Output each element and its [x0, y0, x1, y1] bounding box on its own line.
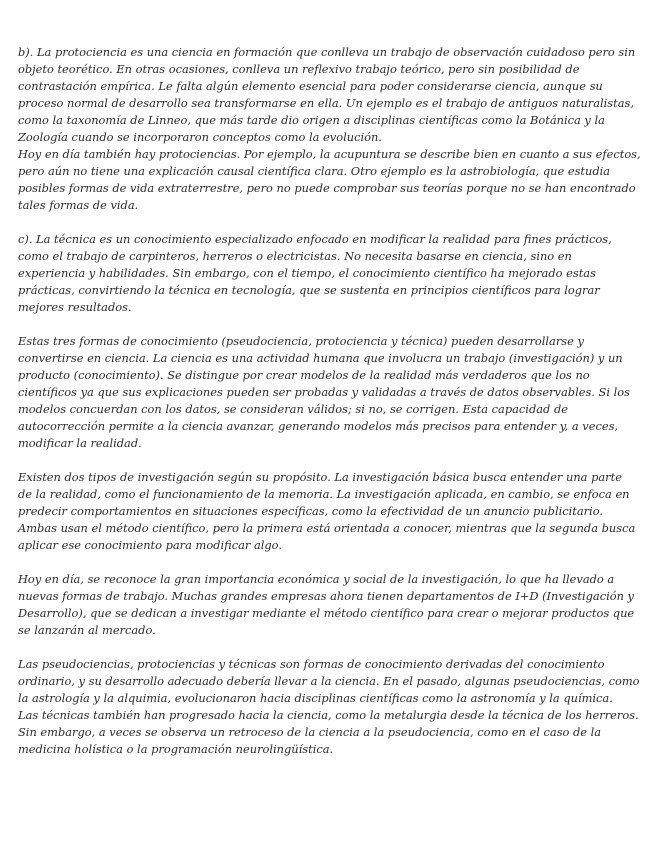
- paragraph-importancia: [18, 571, 635, 639]
- text-line: ordinario, y su desarrollo adecuado debería llevar a la ciencia. En el pasado, algunas pseudociencias, como: [18, 674, 640, 688]
- paragraph-tres-formas: [18, 333, 630, 452]
- text-line: autocorrección permite a la ciencia avanzar, generando modelos más precisos para entender y, a veces,: [18, 419, 619, 433]
- text-line: Hoy en día también hay protociencias. Por ejemplo, la acupuntura se describe bien en cuanto a sus efectos,: [18, 147, 641, 161]
- text-line: como el trabajo de carpinteros, herreros o electricistas. No necesita basarse en ciencia, sino en: [18, 249, 572, 263]
- text-line: experiencia y habilidades. Sin embargo, con el tiempo, el conocimiento científico ha mejorado estas: [18, 266, 596, 280]
- text-line: objeto teorético. En otras ocasiones, conlleva un reflexivo trabajo teórico, pero sin posibilidad de: [18, 62, 580, 76]
- paragraph-tecnica: [18, 231, 618, 316]
- text-line: prácticas, convirtiendo la técnica en tecnología, que se sustenta en principios científicos para lograr: [18, 283, 600, 297]
- text-line: Sin embargo, a veces se observa un retroceso de la ciencia a la pseudociencia, como en el caso de la: [18, 725, 602, 739]
- paragraph-tipos-investigacion: [18, 469, 636, 554]
- text-line: de la realidad, como el funcionamiento de la memoria. La investigación aplicada, en cambio, se enfoca en: [18, 487, 630, 501]
- paragraph-conclusion: [18, 656, 640, 758]
- text-line: proceso normal de desarrollo sea transformarse en ella. Un ejemplo es el trabajo de antiguos naturalistas,: [18, 96, 634, 110]
- text-line: nuevas formas de trabajo. Muchas grandes empresas ahora tienen departamentos de I+D (Investigación y: [18, 589, 634, 603]
- text-line: c). La técnica es un conocimiento especializado enfocado en modificar la realidad para fines prácticos,: [18, 232, 612, 246]
- text-line: la astrología y la alquimia, evolucionaron hacia disciplinas científicas como la astronomía y la química.: [18, 691, 613, 705]
- text-line: Estas tres formas de conocimiento (pseudociencia, protociencia y técnica) pueden desarrollarse y: [18, 334, 584, 348]
- text-line: Ambas usan el método científico, pero la primera está orientada a conocer, mientras que la segunda busca: [18, 521, 636, 535]
- text-line: Desarrollo), que se dedican a investigar mediante el método científico para crear o mejorar productos que: [18, 606, 635, 620]
- text-line: mejores resultados.: [18, 300, 132, 314]
- text-line: científicos ya que sus explicaciones pueden ser probadas y validadas a través de datos observables. Si los: [18, 385, 630, 399]
- text-line: medicina holística o la programación neurolingüística.: [18, 742, 334, 756]
- text-line: posibles formas de vida extraterrestre, pero no puede comprobar sus teorías porque no se han encontrado: [18, 181, 636, 195]
- text-line: b). La protociencia es una ciencia en formación que conlleva un trabajo de observación cuidadoso pero sin: [18, 45, 636, 59]
- text-line: pero aún no tiene una explicación causal científica clara. Otro ejemplo es la astrobiología, que estudia: [18, 164, 611, 178]
- text-line: Hoy en día, se reconoce la gran importancia económica y social de la investigación, lo que ha llevado a: [18, 572, 615, 586]
- paragraph-protociencia: [18, 44, 641, 214]
- text-line: predecir comportamientos en situaciones específicas, como la efectividad de un anuncio publicitario.: [18, 504, 603, 518]
- text-line: contrastación empírica. Le falta algún elemento esencial para poder considerarse ciencia, aunque su: [18, 79, 603, 93]
- document-page: [18, 44, 641, 775]
- text-line: se lanzarán al mercado.: [18, 623, 156, 637]
- text-line: Zoología cuando se incorporaron conceptos como la evolución.: [18, 130, 382, 144]
- text-line: aplicar ese conocimiento para modificar algo.: [18, 538, 282, 552]
- text-line: modificar la realidad.: [18, 436, 142, 450]
- text-line: tales formas de vida.: [18, 198, 139, 212]
- text-line: Existen dos tipos de investigación según su propósito. La investigación básica busca entender una parte: [18, 470, 622, 484]
- text-line: Las pseudociencias, protociencias y técnicas son formas de conocimiento derivadas del conocimiento: [18, 657, 605, 671]
- text-line: producto (conocimiento). Se distingue por crear modelos de la realidad más verdaderos que los no: [18, 368, 590, 382]
- text-line: Las técnicas también han progresado hacia la ciencia, como la metalurgia desde la técnica de los herreros.: [18, 708, 639, 722]
- text-line: modelos concuerdan con los datos, se consideran válidos; si no, se corrigen. Esta capacidad de: [18, 402, 568, 416]
- text-line: como la taxonomía de Linneo, que más tarde dio origen a disciplinas científicas como la Botánica y la: [18, 113, 605, 127]
- text-line: convertirse en ciencia. La ciencia es una actividad humana que involucra un trabajo (investigación) y un: [18, 351, 623, 365]
